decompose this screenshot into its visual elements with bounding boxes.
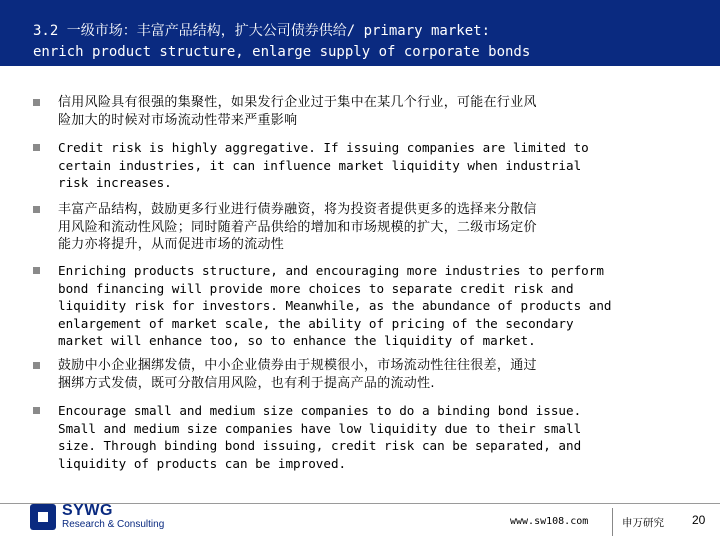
bullet-text [58,262,658,350]
bullet-text [58,402,658,472]
bullet-line: bond financing will provide more choices to separate credit risk and [58,280,574,296]
bullet-line: Credit risk is highly aggregative. If issuing companies are limited to [58,140,589,155]
bullet-square-icon [33,99,40,106]
bullet-text [58,201,658,254]
bullet-line: certain industries, it can influence market liquidity when industrial [58,157,582,173]
bullet-square-icon [33,206,40,213]
bullet-line: risk increases. [58,175,172,190]
bullet-line: Encourage small and medium size companies to do a binding bond issue. [58,403,582,418]
bullet-square-icon [33,144,40,151]
bullet-text [58,357,658,392]
footer-brand: 申万研究 [622,517,664,529]
bullet-square-icon [33,362,40,369]
logo-name: SYWG [62,502,113,519]
bullet-line: market will enhance too, so to enhance the liquidity of market. [58,333,536,348]
bullet-line: liquidity of products can be improved. [58,455,347,471]
bullet-line: 险加大的时候对市场流动性带来严重影响 [58,112,298,128]
page-number: 20 [692,513,706,527]
bullet-line: enlargement of market scale, the ability of pricing of the secondary [58,315,574,331]
bullet-line: 用风险和流动性风险；同时随着产品供给的增加和市场规模的扩大，二级市场定价 [58,219,537,235]
bullet-line: Small and medium size companies have low liquidity due to their small [58,420,582,436]
bullet-line: size. Through binding bond issuing, credit risk can be separated, and [58,438,582,453]
logo-subtitle: Research & Consulting [62,519,165,530]
slide-title-line-2: enrich product structure, enlarge supply of corporate bonds [33,44,531,60]
bullet-text [58,94,658,129]
bullet-line: 信用风险具有很强的集聚性，如果发行企业过于集中在某几个行业，可能在行业风 [58,95,537,110]
footer-url: www.sw108.com [510,516,589,527]
sywg-logo-mark-icon [30,504,56,530]
bullet-square-icon [33,407,40,414]
bullet-line: 鼓励中小企业捆绑发债，中小企业债券由于规模很小，市场流动性往往很差，通过 [58,358,537,373]
bullet-line: 捆绑方式发债，既可分散信用风险，也有利于提高产品的流动性. [58,375,435,391]
sywg-logo [30,500,170,534]
bullet-line: Enriching products structure, and encouraging more industries to perform [58,263,604,278]
bullet-text [58,139,658,192]
footer-separator [612,508,613,536]
bullet-line: 能力亦将提升，从而促进市场的流动性 [58,237,285,252]
bullet-square-icon [33,267,40,274]
bullet-line: 丰富产品结构，鼓励更多行业进行债券融资，将为投资者提供更多的选择来分散信 [58,202,537,217]
bullet-line: liquidity risk for investors. Meanwhile, as the abundance of products and [58,298,612,313]
slide-title-line-1: 3.2 一级市场：丰富产品结构，扩大公司债券供给/ primary market: [33,23,491,39]
